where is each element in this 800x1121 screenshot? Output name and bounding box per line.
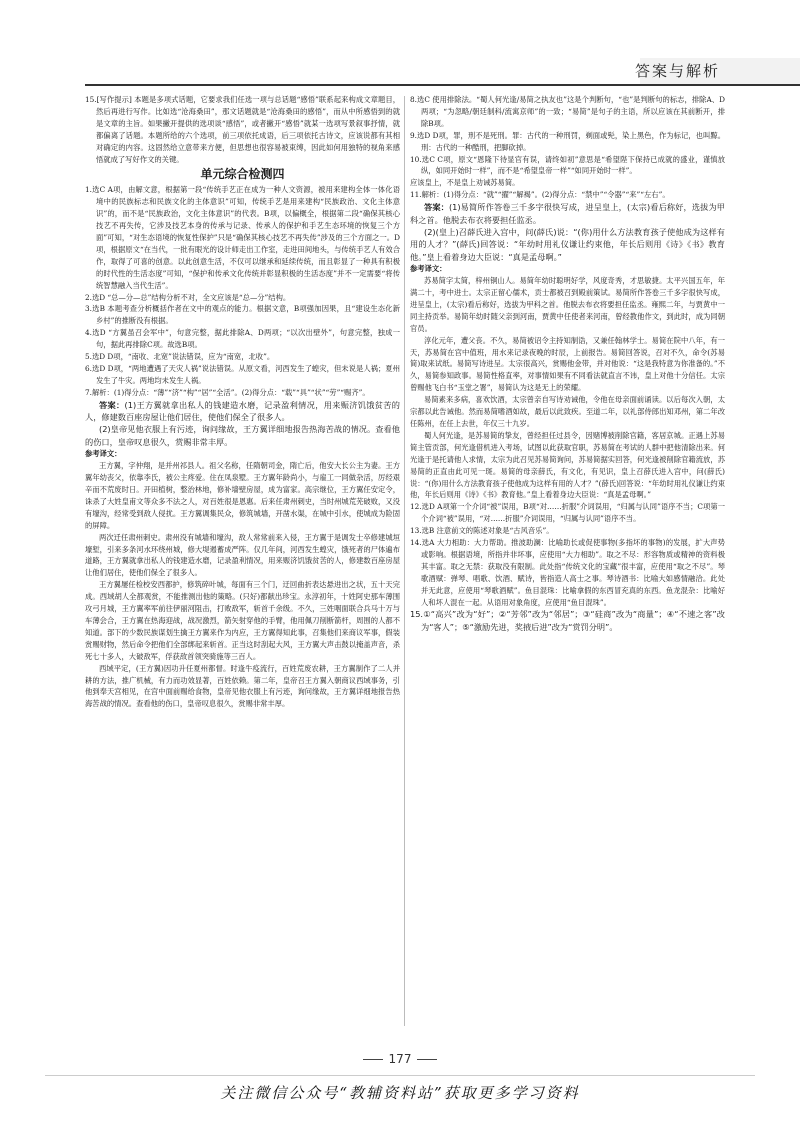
footer-rule [45, 1075, 755, 1076]
translation-label: 参考译文： [85, 449, 122, 459]
right-column [410, 94, 725, 1034]
answer-7-answer-2: (2)皇帝见他衣服上有污迹，询问缘故，王方翼详细地报告热海苦战的情况。查看他的伤口，皇帝叹息很久，赏赐非常丰厚。 [85, 424, 400, 447]
section-title: 单元综合检测四 [200, 167, 285, 182]
translation-paragraph-1: 苏易简字太简，梓州铜山人。易简年幼时聪明好学，风度奇秀，才思敏捷。太平兴国五年，年满二十，考中进士。太宗正留心儒术，贡士都被召到殿前策试。易简所作答卷三千多字很快写成，进呈皇上，(太宗)看后称好，选拔为甲科之首。他脱去布衣将要担任监丞。雍熙二年，与贾黄中一同主持贡举。易简年幼时随父亲到河南，贾黄中任使者来河南，曾经教他作文，到此时，成为同朝官员。 [410, 276, 725, 333]
answer-15-writing-tip: 15.[写作提示] 本题是多项式话题，它要求我们任选一项与总话题“感悟”联系起来构成文章题目，然后再进行写作。比如选“沧海桑田”，那文话题就是“沧海桑田的感悟”，而从中所感悟到的就是文章的主旨。如果撇开提供的选项谈“感悟”，或者撇开“感悟”就某一选项写景叙事抒情，就都偏离了话题。本题所给的六个选项，前三项依托成语，后三项依托古诗文，应该说都有其相对确定的内容。这固然给立意带来方便，但思想也很容易被束缚，因此如何用独特的视角来感悟就成了写好作文的关键。 [85, 95, 400, 164]
answer-10: 10.选C C项，原文“恩隆下待显官有误，请终如初”意思是“希望陛下保持已成就的盛业，谨慎放纵，如同开始时一样”，而不是“希望皇帝一样”“如同开始时一样”。 [410, 154, 725, 176]
answer-5: 5.选D D项，“南收、北宽”说法错误，应为“南宽，北收”。 [85, 352, 275, 362]
translation-paragraph-3: 王方翼屡任检校安西都护，修筑碎叶城，每面有三个门，迂回曲折表达悬进出之状，五十天完成。西域胡人全都观赏，不能推测出他的策略。(只好)都献出珍宝。永淳初年，十姓阿史那车薄围攻弓月城，王方翼率军前往伊丽河阻击，打败敌军，斩首千余级。不久，三姓咽面联合兵马十万与车薄会合，王方翼在热海迎战，战况激烈，箭矢射穿他的手臂，他用佩刀削断箭杆，周围的人都不知道。部下的少数民族谋划生擒王方翼来作为内应，王方翼得知此事，召集他们来商议军事，假装赏赐财物，然后命令把他们全部绑起来斩首。正当这时刮起大风，王方翼大声击鼓以掩盖声音，杀死七十多人，大破敌军，俘获敌首领突骑施等三百人。 [85, 580, 400, 661]
column-divider [404, 96, 405, 1026]
answer-2: 2.选D “总—分—总”结构分析不对，全文应该是“总—分”结构。 [85, 292, 291, 302]
translation-paragraph-4: 蜀人何光逢，是苏易简的挚友，曾经担任过县令，因赌博被削除官籍，客居京城。正遇上苏易简主管贡部，何光逢借机进入考场，试图以此获取官职，苏易简在考试的人群中把他清除出来。何光逢于是托请他人求情，太宗为此召见苏易简询问，苏易简据实回答，何光逢被削除官籍流放，苏易简的正直由此可见一斑。易简的母亲薛氏，有文化，有见识，皇上召薛氏进入宫中，问(薛氏)说：“(你)用什么方法教育孩子使他成为这样有用的人才？”(薛氏)回答说：“年幼时用礼仪谦让约束他，年长后则用《诗》《书》教育他。”皇上看着身边大臣说：“真是孟母啊。” [410, 430, 725, 500]
answer-11-analysis: 11.解析：(1)得分点：“就”“擢”“解褐”。(2)得分点：“禁中”“令器”“来”“左右”。 [410, 190, 670, 200]
answer-label: 答案： [99, 399, 125, 410]
dash-right [417, 1059, 437, 1060]
page-number [0, 1052, 800, 1066]
answer-12: 12.选D A项第一个介词“被”误用，B项“对……折服”介词误用，“归属与认同”语序不当；C项第一个介词“被”误用，“对……折服”介词误用，“归属与认同”语序不当。 [410, 502, 725, 524]
answer-3: 3.选B 本题考查分析概括作者在文中的观点的能力。根据文意，B项强加因果，且“建设生态化新乡村”的推断没有根据。 [85, 304, 400, 326]
answer-8: 8.选C 使用排除法。“蜀人何光逢/易简之执友也”这是个判断句，“也”是判断句的标志，排除A、D两项；“为忽略/朝廷制科/流寓京师”的一致；“易简”是句子的主语，所以应该在其前断开，排除B项。 [410, 95, 725, 128]
translation-paragraph-2: 淳化元年，遭父丧。不久，易简被诏令主持知制诰，又兼任翰林学士。易简在院中八年，有一天，苏易简在宫中值班，用水来记录夜晚的时辰，上前报告。易简回答说，召对不久，命令(苏易简)取来试纸。易简写诗进呈。太宗很高兴，赏赐他金带，并对他说：“这是我特意为你准备的。”不久，易简参知政事。易简性格直率，对事情如果有不同看法就直言不讳，皇上对他十分信任。太宗曾赐他飞白书“玉堂之署”，易简认为这是无上的荣耀。 [410, 335, 725, 393]
page-number-text: 177 [388, 1052, 412, 1066]
left-column [85, 94, 400, 1034]
answer-7-answer-1 [85, 399, 400, 424]
header-title: 答案与解析 [634, 62, 720, 80]
answer-11-answer-1 [410, 201, 725, 226]
translation-paragraph-4: 西域平定，(王方翼)因功升任夏州都督。时逢牛疫流行，百姓荒废农耕，王方翼制作了二人并耕的方法，推广机械，有力而功效显著，百姓依赖。第二年，皇帝召王方翼入朝商议西域事务，引他到奉天宫相见，在宫中面前赐给食物，皇帝见他衣服上有污迹，询问缘故，王方翼详细地报告热海苦战的情况。查看他的伤口，皇帝叹息很久，赏赐非常丰厚。 [85, 663, 400, 709]
answer-14: 14.选A 大力相助：大力帮助。推波助澜：比喻助长或促使事物(多指坏的事物)的发展，扩大声势或影响。根据语境，所指并非坏事，应使用“大力相助”。取之不尽：形容物质或精神的资料极其丰富。取之无禁：获取没有限制。此处指“传统文化的宝藏”很丰富，应使用“取之不尽”。琴歌酒赋：弹琴、唱歌、饮酒、赋诗，皆指造人高士之事。琴诗酒书：比喻大如感情融洽。此处并无此意，应使用“琴歌酒赋”。鱼目混珠：比喻拿假的东西冒充真的东西。鱼龙混杂：比喻好人和坏人混在一起。从语用对象角度，应使用“鱼目混珠”。 [410, 538, 725, 607]
page-header [0, 0, 800, 88]
translation-paragraph-1: 王方翼，字仲翔，是并州祁县人。祖父名称，任隋朝司金，隋亡后，他安大长公主为妻。王方翼年幼丧父，依靠李氏，被公主疼爱。住在凤泉墅。王方翼年龄尚小，与雇工一同做杂活，厉经艰辛而不荒废时日。开田植树，整治林地，修补墙壁房屋，成为富家。高宗继位，王方翼任安定令，诛杀了大姓皇甫文等众多不法之人，对百姓很是恩惠。后来任肃州刺史，当时州城荒芜破败，又没有壕沟，经常受到敌人侵扰。王方翼调集民众，修筑城墙，开凿水渠，在城中引水，使城成为险固的屏障。 [85, 461, 400, 530]
answer-9: 9.选D D项，罪，刑不是死刑。罪：古代的一种刑罚，剃面或髡，染上黑色，作为标记，也叫黥。刑：古代的一种酷刑，把脚砍掉。 [410, 130, 725, 152]
translation-paragraph-3: 易简素来多病，喜欢饮酒，太宗曾亲自写诗劝诫他，令他在母亲面前诵读。以后每次入朝，太宗都以此告诫他。然而易简嗜酒如故，最后以此致疾。至道二年，以礼部侍郎出知邓州，第二年改任陈州，在任上去世，年仅三十九岁。 [410, 395, 725, 428]
answer-6: 6.选D D项，“两地遭遇了天灾人祸”说法错误。从原文看，河西发生了蝗灾，但未说是人祸；夏州发生了牛灾。两地均未发生人祸。 [85, 363, 400, 385]
translation-paragraph-2: 两次迁任肃州刺史。肃州没有城墙和壕沟，敌人常常前来入侵，王方翼于是调发士卒修建城垣壕堑，引来多条河水环绕州城，修大堤遏蓄成严阵。仅几年间，河西发生蝗灾，饿死者的尸体遍布道路，王方翼就拿出私人的钱建造水磨，记录盈利情况，用来赈济饥饿贫苦的人，修建数百座房屋让他们居住，使他们保全了很多人。 [85, 532, 400, 578]
answer-1: 1.选C A项，由解文意，根据第一段“传统手艺正在成为一种人文资源，被用来建构全体一体化语境中的民族标志和民族文化的主体意识”可知，传统手艺是用来建构“民族政治、文化主体意识”的，而不是“民族政治，文化主体意识”的代表。B项，以偏概全，根据第二段“确保其核心技艺不再失传，它涉及技艺本身的传承与记录、传承人的保护和手艺生态环境的恢复三个方面”可知，“对生态语境的恢复性保护”只是“确保其核心技艺不再失传”涉及的三个方面之一。D项，根据原文“在当代，一批有眼光的设计师走出工作室，走进田间地头，与传统手艺人有效合作，取得了可喜的创意。以此创意生活，不仅可以继承和延续传统，而且彰显了一种具有积极的时代性的生活态度”可知，“保护和传承文化传统并彰显积极的生活态度”并不一定需要“将传统智慧融入当代生活”。 [85, 185, 400, 290]
footer-note: 关注微信公众号“教辅资料站”获取更多学习资料 [220, 1084, 580, 1102]
answer-15: 15.①“高兴”改为“好”；②“芳邻”改为“邻居”；③“硅商”改为“商量”；④“不速之客”改为“客人”；⑤“激励先进，奖掖后进”改为“赏罚分明”。 [410, 609, 725, 632]
answer-4: 4.选D “方翼虽召会军中”，句意完整，据此排除A、D两项；“以次出壁外”，句意完整，独成一句，据此再排除C项。故选B项。 [85, 328, 400, 350]
answer-7-analysis: 7.解析：(1)得分点：“薄”“济”“构”“居”“全活”。(2)得分点：“载”“具”“状”“劳”“赐齐”。 [85, 387, 370, 397]
translation-label: 参考译文： [410, 264, 447, 274]
answer-11-answer-2: (2)(皇上)召薛氏进入宫中，问(薛氏)说：“(你)用什么方法教育孩子使他成为这样有用的人才？”(薛氏)回答说：“年幼时用礼仪谦让约束他，年长后则用《诗》《书》教育他。”皇上看着身边大臣说：“真是孟母啊。” [410, 226, 725, 262]
answer-13: 13.选B 注意前文的陈述对象是“古风音乐”。 [410, 526, 554, 536]
answer-10-continued: 应该皇上，不是皇上劝诫苏易简。 [410, 178, 520, 188]
answer-7-text-1: (1)王方翼就拿出私人的钱建造水磨，记录盈利情况，用来赈济饥饿贫苦的人，修建数百座房屋让他们居住，使他们保全了很多人。 [85, 399, 400, 423]
dash-left [363, 1059, 383, 1060]
header-rule [85, 84, 800, 86]
answer-label: 答案： [424, 202, 449, 213]
answer-11-text-1: (1)易简所作答卷三千多字很快写成，进呈皇上，(太宗)看后称好，选拔为甲科之首。他脱去布衣将要担任监丞。 [410, 202, 725, 225]
